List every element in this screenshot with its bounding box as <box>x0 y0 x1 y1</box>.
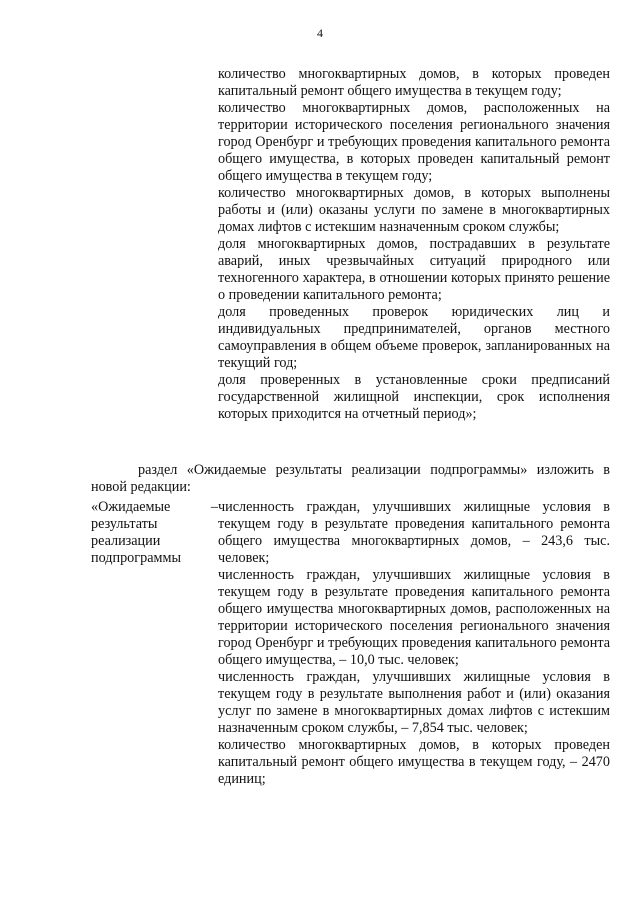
result-item: численность граждан, улучшивших жилищные условия в текущем году в результате выполнения работ и (или) оказания услуг по замене в многоквартирных домах лифтов с истекшим назначенным сроком службы, – 7,854 тыс. человек; <box>218 669 610 736</box>
section-label: «Ожидаемые результаты реализации подпрограммы <box>91 499 181 566</box>
result-item: численность граждан, улучшивших жилищные условия в текущем году в результате проведения капитального ремонта общего имущества многоквартирных домов, расположенных на территории исторического поселения регионального значения город Оренбург и требующих проведения капитального ремонта общего имущества, – 10,0 тыс. человек; <box>218 567 610 668</box>
result-item: количество многоквартирных домов, в которых проведен капитальный ремонт общего имущества в текущем году, – 2470 единиц; <box>218 737 610 787</box>
section-label-column <box>91 499 218 788</box>
indicator-item: доля проверенных в установленные сроки предписаний государственной жилищной инспекции, срок исполнения которых приходится на отчетный период»; <box>218 372 610 422</box>
indicator-item: количество многоквартирных домов, расположенных на территории исторического поселения регионального значения город Оренбург и требующих проведения капитального ремонта общего имущества, в которых проведен капитальный ремонт общего имущества в текущем году; <box>218 100 610 184</box>
page-number: 4 <box>317 26 323 40</box>
indicator-item: доля проведенных проверок юридических лиц и индивидуальных предпринимателей, органов местного самоуправления в общем объеме проверок, запланированных на текущий год; <box>218 304 610 371</box>
section-items-column <box>218 499 610 788</box>
indicator-item: количество многоквартирных домов, в которых выполнены работы и (или) оказаны услуги по замене в многоквартирных домах лифтов с истекшим назначенным сроком службы; <box>218 185 610 235</box>
indicator-item: количество многоквартирных домов, в которых проведен капитальный ремонт общего имущества в текущем году; <box>218 66 610 99</box>
indicator-item: доля многоквартирных домов, пострадавших в результате аварий, иных чрезвычайных ситуаций природного или техногенного характера, в отношении которых принято решение о проведении капитального ремонта; <box>218 236 610 303</box>
indicator-list <box>218 66 610 423</box>
amendment-intro: раздел «Ожидаемые результаты реализации подпрограммы» изложить в новой редакции: <box>91 462 610 495</box>
expected-results-section <box>91 499 610 788</box>
section-dash: – <box>210 499 218 515</box>
result-item: численность граждан, улучшивших жилищные условия в текущем году в результате проведения капитального ремонта общего имущества многоквартирных домов, – 243,6 тыс. человек; <box>218 499 610 566</box>
